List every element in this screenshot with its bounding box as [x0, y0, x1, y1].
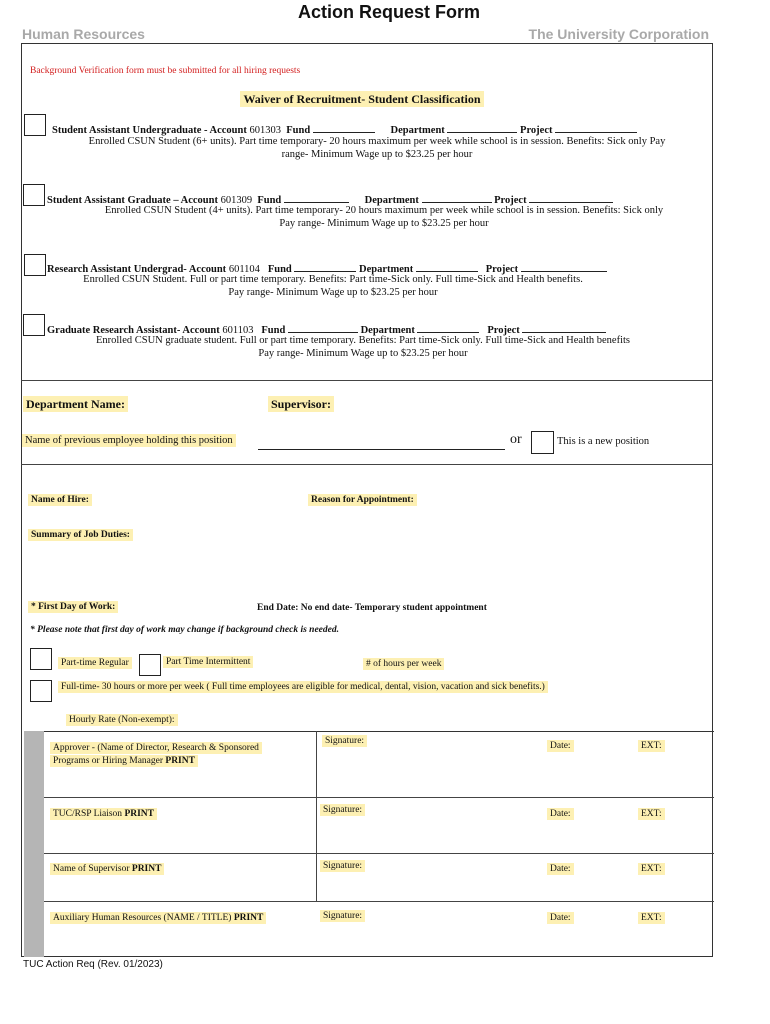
hourly-rate-text: Hourly Rate (Non-exempt): [66, 714, 178, 726]
project-field[interactable] [529, 191, 613, 203]
department-label: Department [359, 264, 414, 275]
signature-label: Signature: [320, 860, 365, 872]
fund-label: Fund [261, 325, 286, 336]
full-time-checkbox[interactable] [30, 680, 52, 702]
full-time-text: Full-time- 30 hours or more per week ( Full time employees are eligible for medical, dental, vision, vacation and sick benefits.) [58, 681, 548, 693]
supervisor-print-text: Name of Supervisor [53, 864, 130, 874]
full-time-label [58, 682, 548, 692]
department-label: Department [360, 325, 415, 336]
fund-field[interactable] [294, 260, 356, 272]
classification-checkbox-2[interactable] [23, 184, 45, 206]
background-notice: Background Verification form must be submitted for all hiring requests [30, 66, 301, 76]
ext-label: EXT: [638, 863, 665, 875]
hours-per-week-text: # of hours per week [363, 658, 444, 670]
part-time-regular-text: Part-time Regular [58, 657, 132, 669]
ext-label: EXT: [638, 808, 665, 820]
department-field[interactable] [416, 260, 478, 272]
ext-label: EXT: [638, 912, 665, 924]
department-label: Department [390, 125, 445, 136]
form-title: Action Request Form [297, 2, 480, 22]
name-of-hire-text: Name of Hire: [28, 494, 92, 506]
waiver-title [0, 92, 724, 107]
ext-field[interactable] [638, 864, 665, 874]
signature-field[interactable] [320, 805, 365, 815]
date-label: Date: [547, 740, 574, 752]
fund-field[interactable] [313, 121, 375, 133]
department-field[interactable] [447, 121, 517, 133]
fund-field[interactable] [288, 321, 358, 333]
new-position-label: This is a new position [557, 436, 650, 447]
account-number: 601104 [228, 264, 260, 275]
table-col-rule [316, 731, 317, 901]
ext-field[interactable] [638, 913, 665, 923]
account-number: 601303 [249, 125, 281, 136]
classification-desc-3 [0, 273, 666, 299]
classification-row-1 [52, 121, 702, 136]
first-day-label[interactable] [28, 602, 118, 612]
date-field[interactable] [547, 741, 574, 751]
desc-line-2: range- Minimum Wage up to $23.25 per hour [281, 149, 473, 160]
approver-text-2: Programs or Hiring Manager [53, 756, 164, 766]
supervisor-print-label [50, 864, 164, 874]
date-field[interactable] [547, 913, 574, 923]
table-rule [44, 853, 714, 854]
approver-text-1: Approver - (Name of Director, Research & Sponsored [50, 742, 262, 754]
ext-field[interactable] [638, 741, 665, 751]
project-field[interactable] [555, 121, 637, 133]
part-time-intermittent-label [163, 657, 253, 667]
liaison-text: TUC/RSP Liaison [53, 809, 123, 819]
date-field[interactable] [547, 864, 574, 874]
project-field[interactable] [522, 321, 606, 333]
classification-name: Student Assistant Graduate – Account [47, 195, 218, 206]
previous-employee-label [22, 435, 236, 446]
liaison-label [50, 809, 157, 819]
table-rule [44, 901, 714, 902]
ext-field[interactable] [638, 809, 665, 819]
print-text: PRINT [124, 809, 154, 819]
signature-label: Signature: [320, 910, 365, 922]
hourly-rate-label[interactable] [66, 715, 178, 725]
signature-field[interactable] [320, 911, 365, 921]
part-time-intermittent-text: Part Time Intermittent [163, 656, 253, 668]
previous-employee-text: Name of previous employee holding this position [22, 434, 236, 447]
fund-field[interactable] [284, 191, 349, 203]
aux-hr-label [50, 913, 266, 923]
project-label: Project [494, 195, 527, 206]
supervisor-text: Supervisor: [268, 396, 334, 412]
header-left: Human Resources [22, 26, 145, 42]
project-field[interactable] [521, 260, 607, 272]
department-name-text: Department Name: [23, 396, 128, 412]
classification-name: Student Assistant Undergraduate - Account [52, 125, 247, 136]
desc-line-1: Enrolled CSUN Student (6+ units). Part time temporary- 20 hours maximum per week while school is in session. Benefits: Sick only Pay [88, 136, 666, 147]
department-name-label[interactable] [23, 397, 128, 412]
desc-line-1: Enrolled CSUN graduate student. Full or part time temporary. Benefits: Part time-Sick only. Full time-Sick and Health benefits [95, 335, 631, 346]
date-label: Date: [547, 912, 574, 924]
approval-table-sidebar [24, 731, 44, 957]
date-label: Date: [547, 863, 574, 875]
project-label: Project [520, 125, 553, 136]
classification-desc-2 [30, 204, 738, 230]
classification-checkbox-1[interactable] [24, 114, 46, 136]
desc-line-2: Pay range- Minimum Wage up to $23.25 per hour [258, 348, 468, 359]
signature-label: Signature: [322, 735, 367, 747]
revision-footer: TUC Action Req (Rev. 01/2023) [23, 959, 163, 970]
date-field[interactable] [547, 809, 574, 819]
background-check-note: * Please note that first day of work may change if background check is needed. [30, 625, 339, 635]
print-text: PRINT [131, 864, 162, 874]
or-label: or [510, 432, 522, 447]
print-text: PRINT [233, 913, 264, 923]
section-divider-1 [21, 380, 713, 381]
reason-text: Reason for Appointment: [308, 494, 417, 506]
department-field[interactable] [417, 321, 479, 333]
print-text: PRINT [165, 756, 195, 766]
section-divider-2 [21, 464, 713, 465]
table-rule [44, 797, 714, 798]
hours-per-week-label[interactable] [363, 659, 444, 669]
signature-field[interactable] [322, 736, 367, 746]
department-field[interactable] [422, 191, 492, 203]
fund-label: Fund [257, 195, 282, 206]
classification-desc-4 [22, 334, 704, 360]
signature-label: Signature: [320, 804, 365, 816]
header-right: The University Corporation [528, 26, 709, 42]
date-label: Date: [547, 808, 574, 820]
desc-line-2: Pay range- Minimum Wage up to $23.25 per hour [228, 287, 438, 298]
account-number: 601309 [220, 195, 253, 206]
fund-label: Fund [286, 125, 311, 136]
project-label: Project [487, 325, 520, 336]
department-label: Department [364, 195, 419, 206]
previous-employee-field[interactable] [258, 449, 505, 450]
signature-field[interactable] [320, 861, 365, 871]
supervisor-label[interactable] [268, 397, 334, 412]
classification-desc-1 [40, 135, 714, 161]
fund-label: Fund [267, 264, 292, 275]
name-of-hire-label[interactable] [28, 495, 92, 505]
account-number: 601103 [222, 325, 254, 336]
desc-line-1: Enrolled CSUN Student (4+ units). Part time temporary- 20 hours maximum per week while school is in session. Benefits: Sick only [104, 205, 664, 216]
end-date-text: End Date: No end date- Temporary student appointment [257, 603, 487, 613]
ext-label: EXT: [638, 740, 665, 752]
classification-name: Graduate Research Assistant- Account [47, 325, 220, 336]
part-time-regular-checkbox[interactable] [30, 648, 52, 670]
job-duties-text: Summary of Job Duties: [28, 529, 133, 541]
waiver-title-text: Waiver of Recruitment- Student Classification [240, 91, 483, 107]
project-label: Project [485, 264, 519, 275]
approver-label [50, 742, 262, 768]
desc-line-1: Enrolled CSUN Student. Full or part time temporary. Benefits: Part time-Sick only. Full time-Sick and Health benefits. [83, 274, 583, 285]
desc-line-2: Pay range- Minimum Wage up to $23.25 per hour [279, 218, 489, 229]
first-day-text: * First Day of Work: [28, 601, 118, 613]
new-position-checkbox[interactable] [531, 431, 554, 454]
part-time-regular-label [58, 658, 132, 668]
part-time-intermittent-checkbox[interactable] [139, 654, 161, 676]
classification-checkbox-4[interactable] [23, 314, 45, 336]
job-duties-label[interactable] [28, 530, 133, 540]
aux-hr-text: Auxiliary Human Resources (NAME / TITLE) [53, 913, 232, 923]
reason-label[interactable] [308, 495, 417, 505]
classification-name: Research Assistant Undergrad- Account [47, 264, 227, 275]
